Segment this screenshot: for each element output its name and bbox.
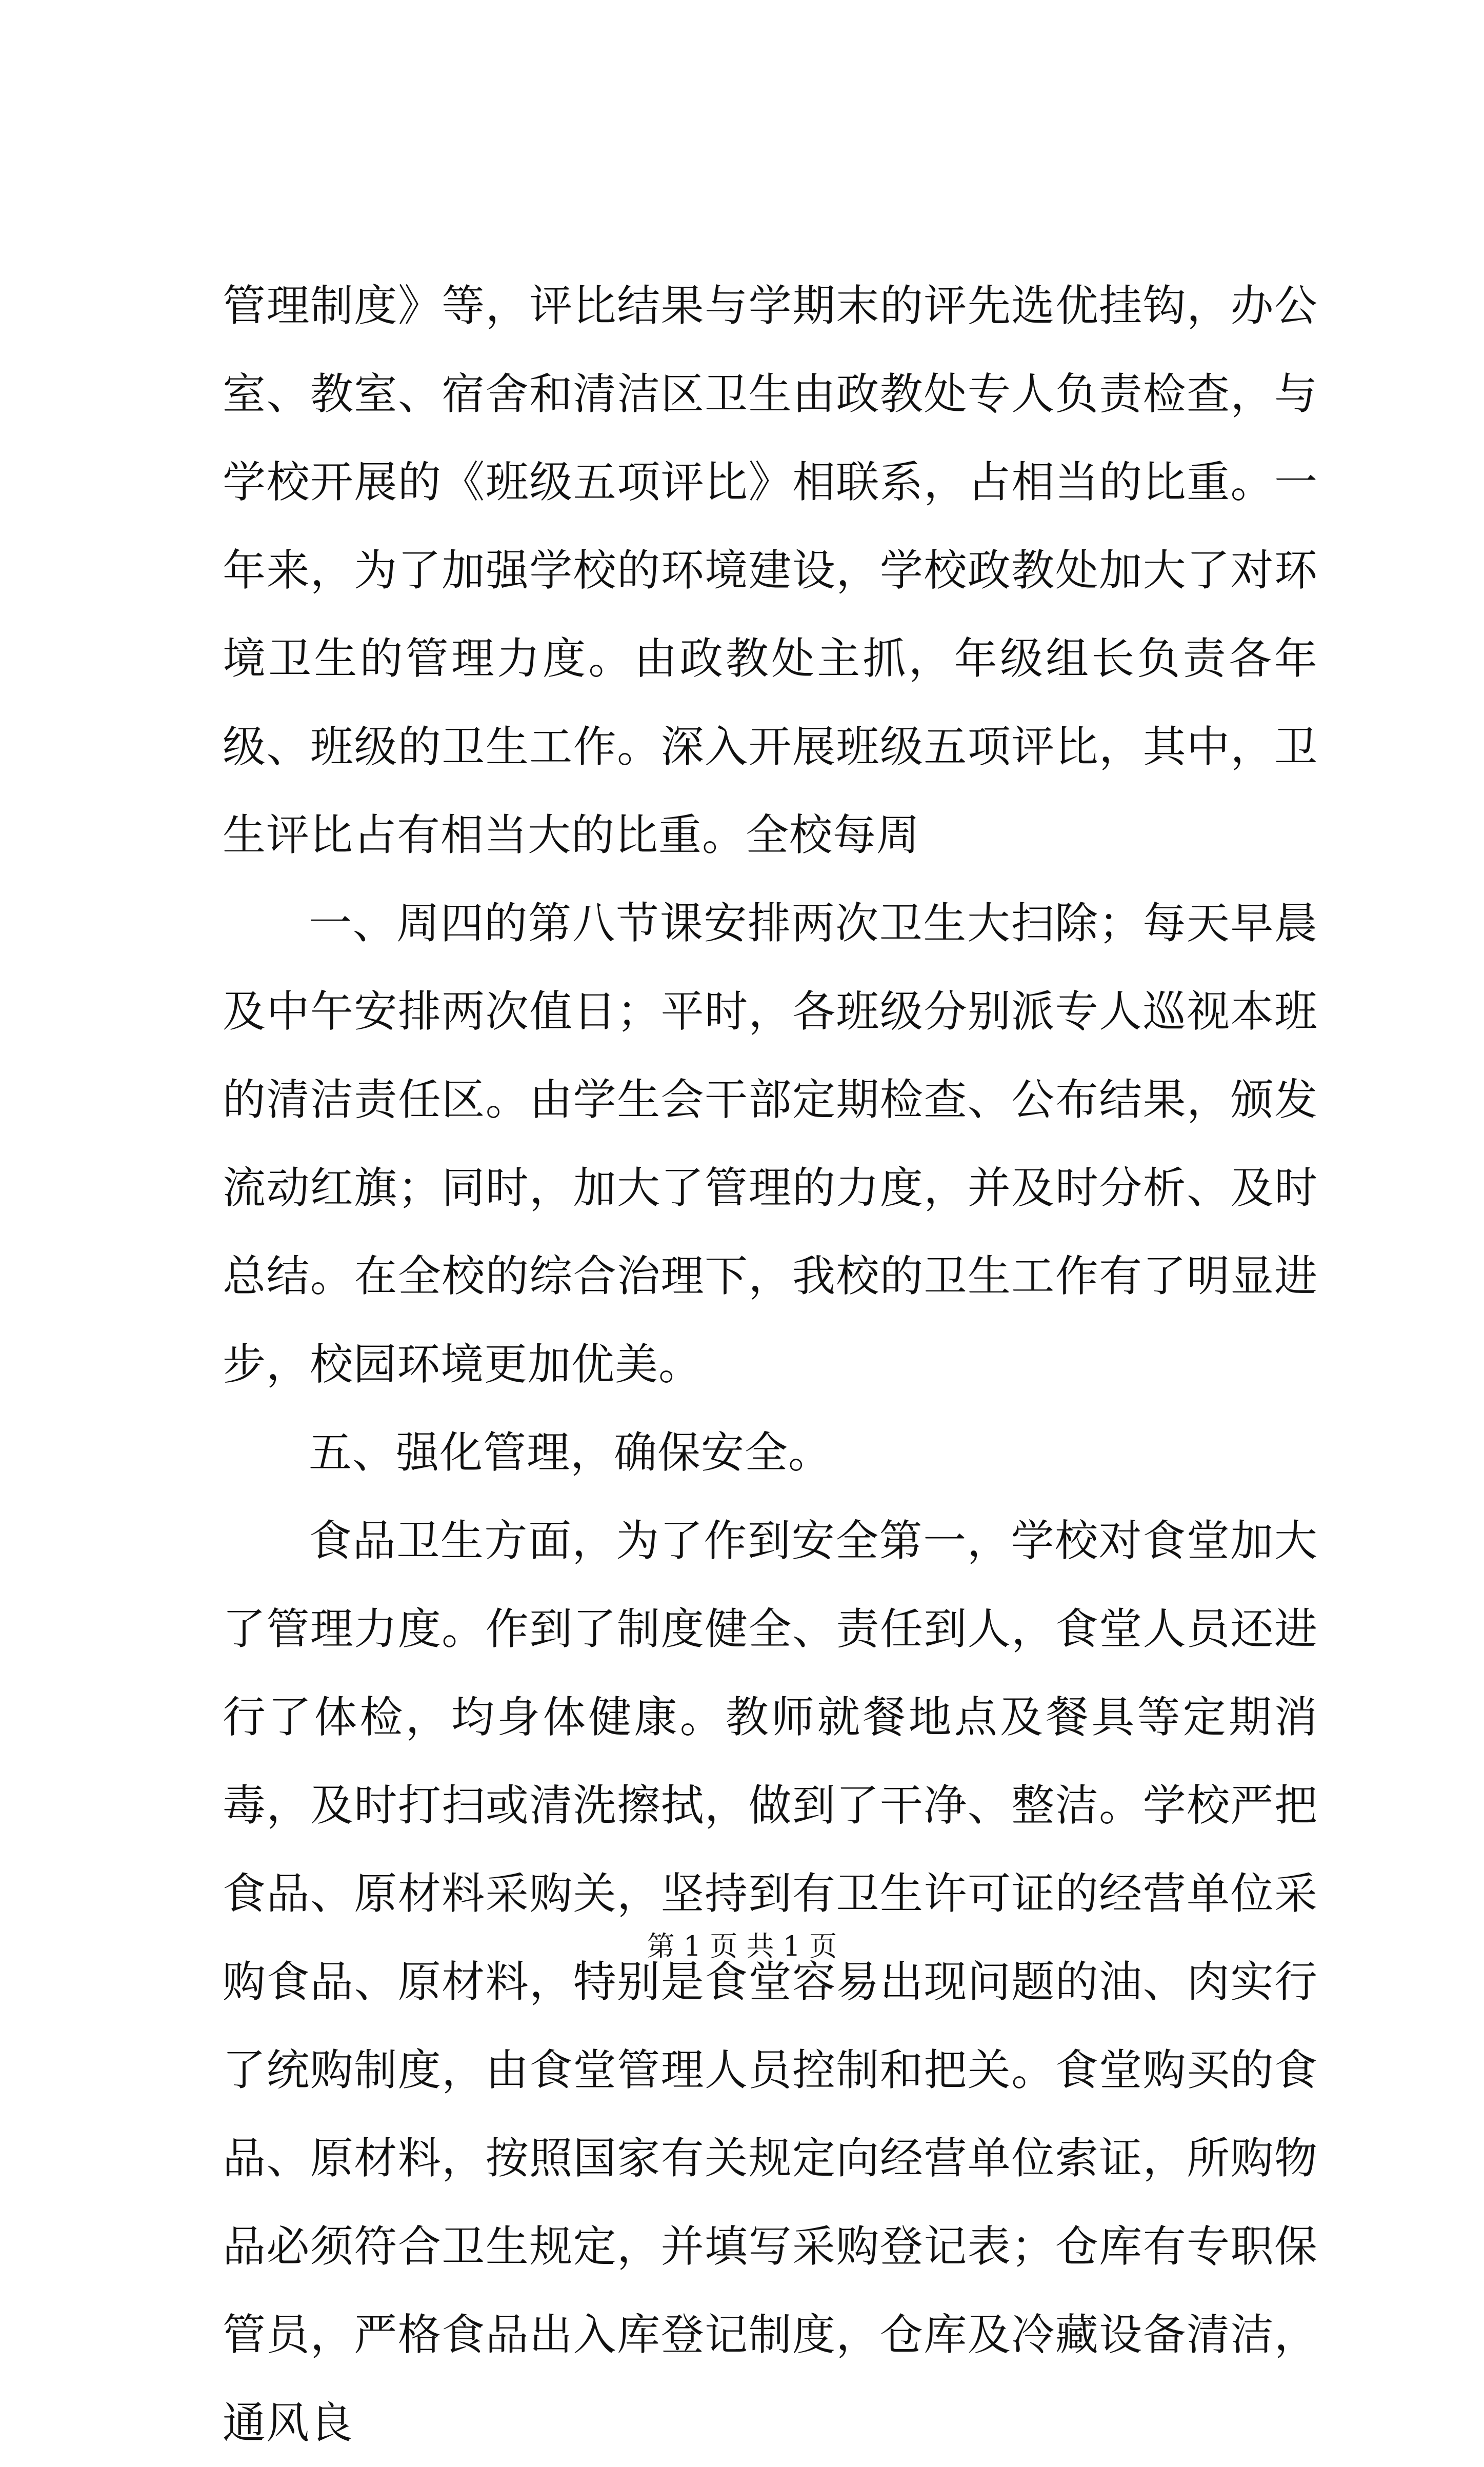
- paragraph-food-hygiene: 食品卫生方面，为了作到安全第一，学校对食堂加大了管理力度。作到了制度健全、责任到人，食堂人员还进行了体检，均身体健康。教师就餐地点及餐具等定期消毒，及时打扫或清洗擦拭，做到了干净、整洁。学校严把食品、原材料采购关，坚持到有卫生许可证的经营单位采购食品、原材料，特别是食堂容易出现问题的油、肉实行了统购制度，由食堂管理人员控制和把关。食堂购买的食品、原材料，按照国家有关规定向经营单位索证，所购物品必须符合卫生规定，并填写采购登记表；仓库有专职保管员，严格食品出入库登记制度，仓库及冷藏设备清洁，通风良: [223, 1516, 1318, 2448]
- section-heading-safety: 五、强化管理，确保安全。: [309, 1427, 832, 1478]
- paragraph-continuation: 管理制度》等，评比结果与学期末的评先选优挂钩，办公室、教室、宿舍和清洁区卫生由政教处专人负责检查，与学校开展的《班级五项评比》相联系，占相当的比重。一年来，为了加强学校的环境建设，学校政教处加大了对环境卫生的管理力度。由政教处主抓，年级组长负责各年级、班级的卫生工作。深入开展班级五项评比，其中，卫生评比占有相当大的比重。全校每周: [223, 281, 1318, 860]
- paragraph-cleaning-schedule: 一、周四的第八节课安排两次卫生大扫除；每天早晨及中午安排两次值日；平时，各班级分别派专人巡视本班的清洁责任区。由学生会干部定期检查、公布结果，颁发流动红旗；同时，加大了管理的力度，并及时分析、及时总结。在全校的综合治理下，我校的卫生工作有了明显进步，校园环境更加优美。: [223, 898, 1318, 1389]
- page-footer: 第 1 页 共 1 页: [647, 1930, 837, 1962]
- document-body: [223, 262, 1318, 2467]
